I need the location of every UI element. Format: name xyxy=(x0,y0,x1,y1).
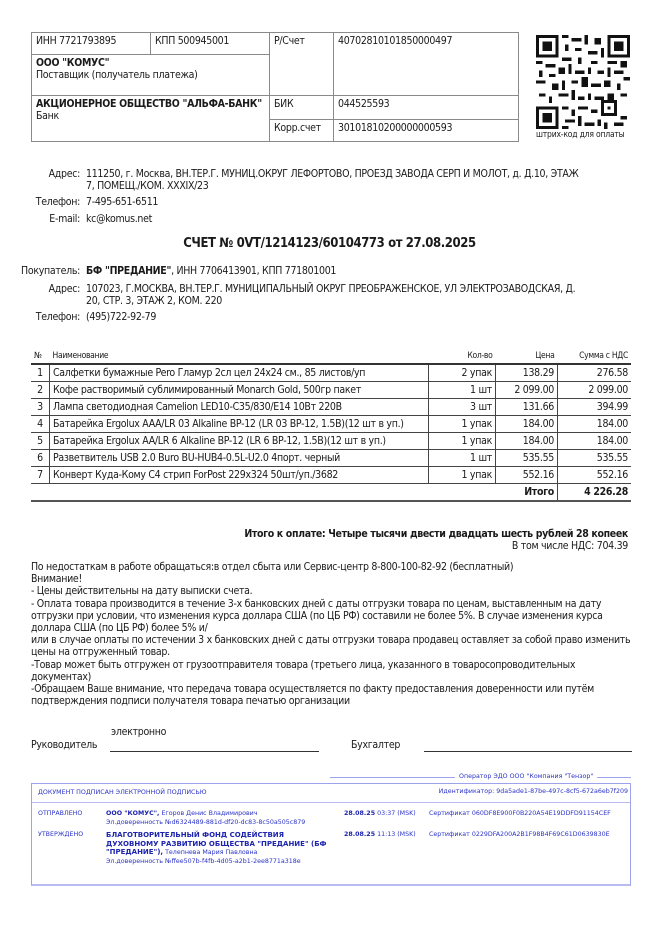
note-transfer: -Обращаем Ваше внимание, что передача товара осуществляется по факту предоставления доверенности или путём подтверждения подписи получателя товара печатью организации xyxy=(31,683,597,708)
supplier-email: kc@komus.net xyxy=(86,213,153,225)
edo-separator xyxy=(32,802,630,803)
row-qty: 2 упак xyxy=(429,364,496,382)
note-prices: - Цены действительны на дату выписки счета. xyxy=(31,585,253,598)
note-service: По недостаткам в работе обращаться:в отдел сбыта или Сервис-центр 8-800-100-82-92 (бесплатный) xyxy=(31,561,514,573)
edo-approved-time: 11:13 (MSK) xyxy=(375,831,416,838)
edo-sender xyxy=(106,810,258,817)
supplier-caption: Поставщик (получатель платежа) xyxy=(36,69,198,82)
supplier-inn: ИНН 7721793895 xyxy=(32,33,151,55)
note-attention: Внимание! xyxy=(31,573,82,586)
row-price: 552.16 xyxy=(496,467,558,484)
row-num: 3 xyxy=(31,399,50,416)
row-num: 1 xyxy=(31,364,50,382)
row-name: Конверт Куда-Кому С4 стрип ForPost 229х324 50шт/уп./3682 xyxy=(50,467,429,484)
notes-block xyxy=(31,561,631,707)
buyer-name: БФ "ПРЕДАНИЕ" xyxy=(86,265,172,277)
edo-sender-poa: Эл.доверенность №d6324489-881d-df20-dc83-8c50a505c879 xyxy=(106,819,306,826)
edo-approved-date: 28.08.25 xyxy=(344,831,376,838)
vat-amount: В том числе НДС: 704.39 xyxy=(511,540,628,552)
table-row xyxy=(31,450,631,467)
bik-value: 044525593 xyxy=(334,95,519,119)
supplier-email-label: E-mail: xyxy=(49,213,80,225)
row-sum: 552.16 xyxy=(558,467,632,484)
edo-operator: Оператор ЭДО ООО "Компания "Тензор" xyxy=(455,773,597,780)
row-qty: 1 шт xyxy=(429,450,496,467)
row-num: 7 xyxy=(31,467,50,484)
supplier-phone: 7-495-651-6511 xyxy=(86,196,159,208)
bank-cell xyxy=(32,95,270,141)
ks-label: Корр.счет xyxy=(270,119,334,141)
items-table xyxy=(31,350,631,502)
edo-sent-date: 28.08.25 xyxy=(344,810,376,817)
supplier-address-line1: 111250, г. Москва, ВН.ТЕР.Г. МУНИЦ.ОКРУГ ЛЕФОРТОВО, ПРОЕЗД ЗАВОДА СЕРП И МОЛОТ, д. Д.10, ЭТАЖ xyxy=(86,168,579,180)
edo-approved-datetime xyxy=(344,831,416,838)
edo-approver-org-line3: "ПРЕДАНИЕ"), xyxy=(106,848,164,857)
edo-approver-person: Телепнева Мария Павловна xyxy=(163,849,258,857)
row-name: Батарейка Ergolux AA/LR 6 Alkaline BP-12 (LR 6 BP-12, 1.5В)(12 шт в уп.) xyxy=(50,433,429,450)
edo-approver-poa: Эл.доверенность №ffee507b-f4fb-4d05-a2b1-2ee8771a318e xyxy=(106,857,301,865)
director-note: электронно xyxy=(111,726,167,738)
buyer-label: Покупатель: xyxy=(21,265,80,277)
edo-approver-org-line2: ДУХОВНОМУ РАЗВИТИЮ ОБЩЕСТВА "ПРЕДАНИЕ" (БФ xyxy=(106,839,327,848)
edo-status-sent: ОТПРАВЛЕНО xyxy=(38,810,83,817)
supplier-name: ООО "КОМУС" xyxy=(36,57,110,70)
note-shipper: -Товар может быть отгружен от грузоотправителя товара (третьего лица, указанного в товаросопроводительных документах) xyxy=(31,658,578,683)
bank-name: АКЦИОНЕРНОЕ ОБЩЕСТВО "АЛЬФА-БАНК" xyxy=(36,97,262,110)
rs-label: Р/Счет xyxy=(270,33,334,96)
edo-identifier: Идентификатор: 9da5ade1-87be-497c-8cf5-672a6eb7f209 xyxy=(438,788,628,795)
row-name: Салфетки бумажные Pero Гламур 2сл цел 24х24 см., 85 листов/уп xyxy=(50,364,429,382)
director-label: Руководитель xyxy=(31,739,98,751)
bank-details-table xyxy=(31,32,519,142)
row-price: 131.66 xyxy=(496,399,558,416)
table-row xyxy=(31,467,631,484)
row-sum: 276.58 xyxy=(558,364,632,382)
edo-sender-org: ООО "КОМУС", xyxy=(106,810,160,817)
table-row xyxy=(31,433,631,450)
supplier-address-label: Адрес: xyxy=(48,168,80,180)
qr-caption: штрих-код для оплаты xyxy=(536,130,625,140)
table-row xyxy=(31,364,631,382)
edo-signature-block xyxy=(31,783,631,886)
row-num: 5 xyxy=(31,433,50,450)
row-name: Кофе растворимый сублимированный Monarch Gold, 500гр пакет xyxy=(50,382,429,399)
row-qty: 1 упак xyxy=(429,416,496,433)
row-sum: 2 099.00 xyxy=(558,382,632,399)
note-late-payment: или в случае оплаты по истечении 3 х банковских дней с даты отгрузки товара продавец оставляет за собой право изменить цены на отгруженный товар. xyxy=(31,634,633,659)
items-header-row xyxy=(31,350,631,364)
table-row xyxy=(31,416,631,433)
row-price: 138.29 xyxy=(496,364,558,382)
total-label: Итого xyxy=(31,484,558,502)
total-value: 4 226.28 xyxy=(558,484,632,502)
invoice-title: СЧЕТ № 0VT/1214123/60104773 от 27.08.2025 xyxy=(183,236,476,251)
note-payment: - Оплата товара производится в течение 3-х банковских дней с даты отгрузки товара по ценам, выставленным на дату отгрузки при условии, что изменения курса доллара США (по ЦБ РФ) составили не более 5%. В случае изменения курса доллара США (по ЦБ РФ) более 5% и/ xyxy=(31,597,606,635)
supplier-cell xyxy=(32,55,270,95)
accountant-label: Бухгалтер xyxy=(351,739,401,751)
row-sum: 535.55 xyxy=(558,450,632,467)
col-sum: Сумма с НДС xyxy=(558,350,632,364)
total-row xyxy=(31,484,631,502)
row-price: 184.00 xyxy=(496,416,558,433)
row-name: Разветвитель USB 2.0 Buro BU-HUB4-0.5L-U2.0 4порт. черный xyxy=(50,450,429,467)
edo-sent-cert: Сертификат 060DF8E900F0B220A54E19DDFD91154CEF xyxy=(429,810,611,817)
row-qty: 1 упак xyxy=(429,433,496,450)
col-price: Цена xyxy=(496,350,558,364)
row-sum: 184.00 xyxy=(558,416,632,433)
row-qty: 1 шт xyxy=(429,382,496,399)
buyer-address-label: Адрес: xyxy=(48,283,80,295)
accountant-signature-line xyxy=(424,751,632,752)
supplier-address-line2: 7, ПОМЕЩ./КОМ. XXXIX/23 xyxy=(86,180,209,192)
col-qty: Кол-во xyxy=(429,350,496,364)
row-qty: 3 шт xyxy=(429,399,496,416)
row-num: 2 xyxy=(31,382,50,399)
edo-approved-cert: Сертификат 0229DFA200A2B1F98B4F69C61D0639830E xyxy=(429,831,610,838)
qr-code-icon xyxy=(536,34,630,130)
ks-value: 30101810200000000593 xyxy=(334,119,519,141)
rs-value: 40702810101850000497 xyxy=(334,33,519,96)
col-num: № xyxy=(31,350,50,364)
row-sum: 184.00 xyxy=(558,433,632,450)
edo-header: ДОКУМЕНТ ПОДПИСАН ЭЛЕКТРОННОЙ ПОДПИСЬЮ xyxy=(38,789,207,796)
edo-approver xyxy=(106,831,327,866)
table-row xyxy=(31,399,631,416)
edo-sent-datetime xyxy=(344,810,416,817)
row-num: 6 xyxy=(31,450,50,467)
buyer-details: , ИНН 7706413901, КПП 771801001 xyxy=(171,265,337,277)
row-qty: 1 упак xyxy=(429,467,496,484)
bik-label: БИК xyxy=(270,95,334,119)
buyer-phone: (495)722-92-79 xyxy=(86,311,157,323)
row-name: Лампа светодиодная Camelion LED10-C35/830/E14 10Вт 220В xyxy=(50,399,429,416)
edo-status-approved: УТВЕРЖДЕНО xyxy=(38,831,84,838)
edo-sent-time: 03:37 (MSK) xyxy=(375,810,416,817)
buyer-address-line1: 107023, Г.МОСКВА, ВН.ТЕР.Г. МУНИЦИПАЛЬНЫЙ ОКРУГ ПРЕОБРАЖЕНСКОЕ, УЛ ЭЛЕКТРОЗАВОДСКАЯ, Д. xyxy=(86,283,576,295)
supplier-address xyxy=(86,168,578,192)
row-price: 2 099.00 xyxy=(496,382,558,399)
edo-approver-org-line1: БЛАГОТВОРИТЕЛЬНЫЙ ФОНД СОДЕЙСТВИЯ xyxy=(106,831,285,839)
row-sum: 394.99 xyxy=(558,399,632,416)
supplier-phone-label: Телефон: xyxy=(35,196,80,208)
director-signature-line xyxy=(110,751,319,752)
bank-caption: Банк xyxy=(36,109,59,122)
col-name: Наименование xyxy=(50,350,429,364)
row-price: 184.00 xyxy=(496,433,558,450)
buyer-address xyxy=(86,283,575,307)
amount-in-words: Итого к оплате: Четыре тысячи двести двадцать шесть рублей 28 копеек xyxy=(244,528,628,540)
row-name: Батарейка Ergolux AAA/LR 03 Alkaline BP-12 (LR 03 BP-12, 1.5В)(12 шт в уп.) xyxy=(50,416,429,433)
row-price: 535.55 xyxy=(496,450,558,467)
table-row xyxy=(31,382,631,399)
edo-sender-person: Егоров Денис Владимирович xyxy=(159,810,258,817)
supplier-kpp: КПП 500945001 xyxy=(151,33,270,55)
row-num: 4 xyxy=(31,416,50,433)
buyer-phone-label: Телефон: xyxy=(35,311,80,323)
buyer-address-line2: 20, СТР. 3, ЭТАЖ 2, КОМ. 220 xyxy=(86,295,223,307)
